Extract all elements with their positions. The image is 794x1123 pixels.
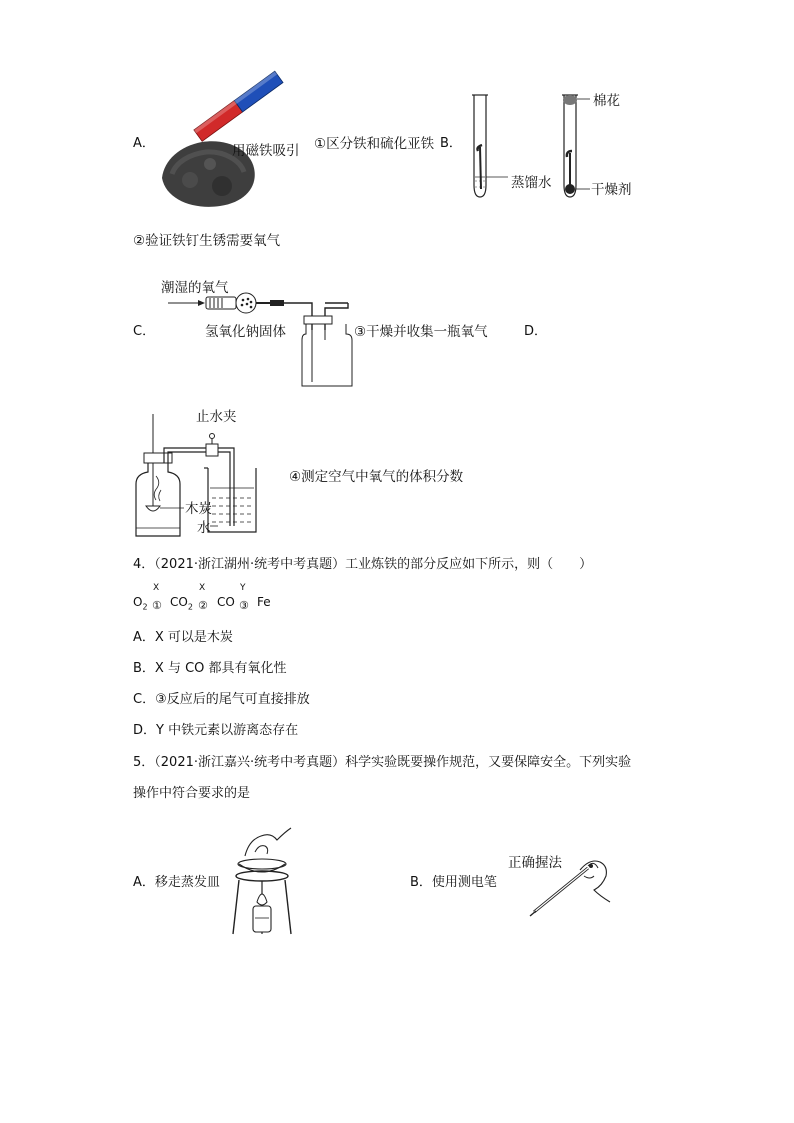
q3-option-c-letter: C． [133,324,156,339]
charcoal-label: 木炭 [185,501,212,517]
eq-reagent-2: X [199,583,206,593]
eq-fe: Fe [257,595,271,609]
q4-option-c: C．③反应后的尾气可直接排放 [133,692,310,707]
eq-co: CO [217,595,235,609]
q4-option-d: D．Y 中铁元素以游离态存在 [133,723,299,738]
q3-option-b-letter: B． [440,136,462,151]
sodium-hydroxide-label: 氢氧化钠固体 [205,324,286,340]
q3-option-b-caption: ②验证铁钉生锈需要氧气 [133,233,281,249]
water-clamp-label: 止水夹 [196,409,237,425]
q4-option-b: B．X 与 CO 都具有氧化性 [133,661,287,676]
q5-stem-line-2: 操作中符合要求的是 [133,786,251,801]
q3-option-a-caption: ①区分铁和硫化亚铁 [314,136,435,152]
q4-reaction-equation [133,583,293,617]
q3-option-d-letter: D． [524,324,548,339]
eq-reagent-3: Y [240,583,246,593]
distilled-water-label: 蒸馏水 [511,175,552,191]
eq-step-2: ② [198,599,208,612]
eq-step-3: ③ [239,599,249,612]
q3-option-a-letter: A． [133,136,155,151]
moist-oxygen-label: 潮湿的氧气 [161,280,229,296]
eq-o2: O [133,595,143,609]
eq-step-1: ① [152,599,162,612]
q4-option-a: A．X 可以是木炭 [133,630,233,645]
q5-option-b: B．使用测电笔 [410,875,497,890]
magnet-label: 用磁铁吸引 [232,143,300,159]
eq-o2-sub: 2 [142,602,148,612]
eq-reagent-1: X [153,583,160,593]
water-label: 水 [197,520,211,536]
q4-stem: 4．（2021·浙江湖州·统考中考真题）工业炼铁的部分反应如下所示，则（ ） [133,557,593,572]
q5-option-a: A．移走蒸发皿 [133,875,220,890]
cotton-label: 棉花 [593,93,620,109]
test-pen-hand-figure [528,850,618,920]
q3-option-c-caption: ③干燥并收集一瓶氧气 [354,324,488,340]
desiccant-label: 干燥剂 [591,182,632,198]
q5-stem-line-1: 5．（2021·浙江嘉兴·统考中考真题）科学实验既要操作规范，又要保障安全。下列实验 [133,755,632,770]
q3-option-d-caption: ④测定空气中氧气的体积分数 [289,469,464,485]
evaporating-dish-figure [225,822,300,940]
eq-co2-sub: 2 [187,602,193,612]
correct-grip-label: 正确握法 [508,855,562,871]
eq-co2: CO [170,595,188,609]
